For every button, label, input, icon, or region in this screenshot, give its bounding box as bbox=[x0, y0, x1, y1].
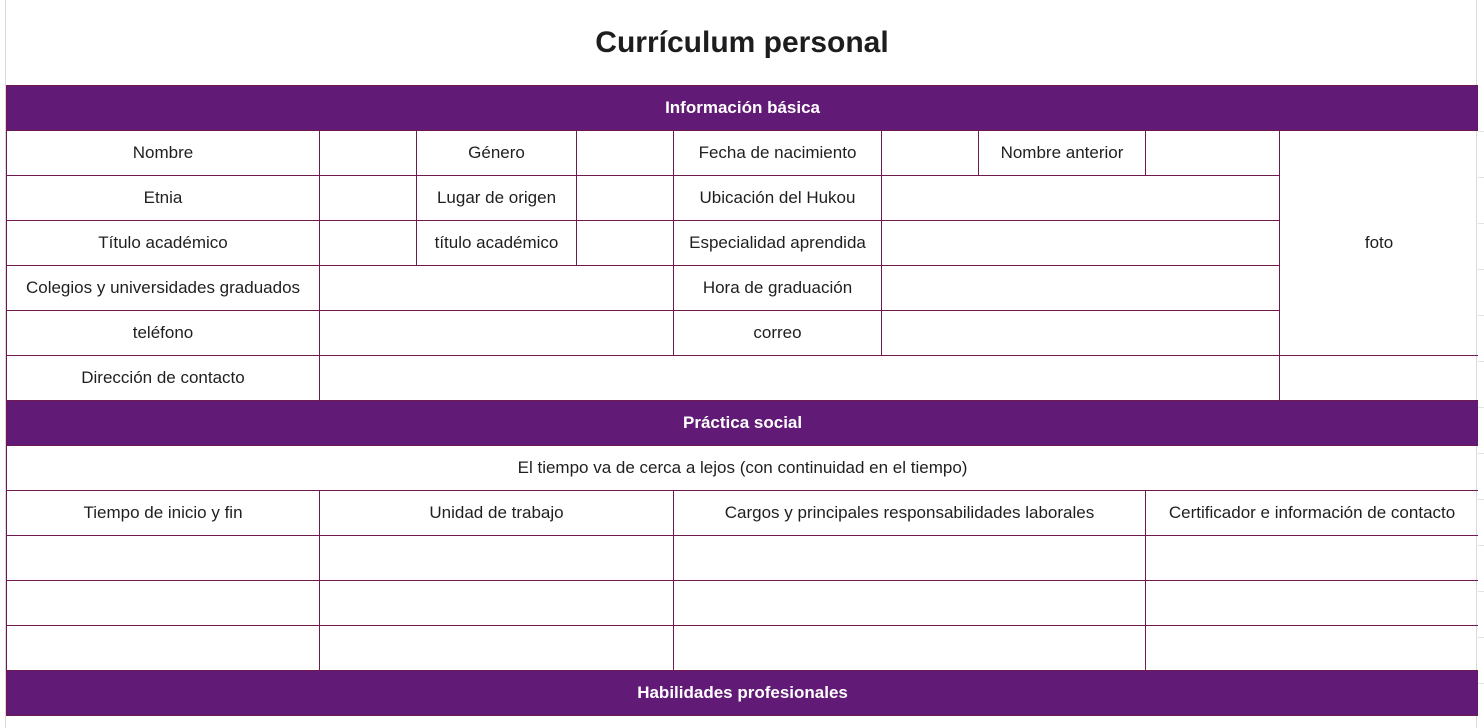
section-row-skills bbox=[7, 671, 1479, 716]
section-header-skills: Habilidades profesionales bbox=[7, 671, 1479, 716]
table-row bbox=[7, 221, 1479, 266]
column-header: Cargos y principales responsabilidades laborales bbox=[674, 491, 1146, 536]
ethnicity-value-cell[interactable] bbox=[320, 176, 417, 221]
birth-date-value-cell[interactable] bbox=[882, 131, 979, 176]
section-header-basic: Información básica bbox=[7, 86, 1479, 131]
resume-table bbox=[6, 85, 1479, 716]
gender-label: Género bbox=[417, 131, 577, 176]
section-header-practice: Práctica social bbox=[7, 401, 1479, 446]
gridline bbox=[1478, 499, 1484, 500]
gridline bbox=[1478, 315, 1484, 316]
gridline bbox=[1478, 361, 1484, 362]
photo-cell[interactable]: foto bbox=[1280, 131, 1479, 356]
gridline bbox=[1478, 591, 1484, 592]
practice-certifier-cell[interactable] bbox=[1146, 581, 1479, 626]
degree2-value-cell[interactable] bbox=[577, 221, 674, 266]
practice-certifier-cell[interactable] bbox=[1146, 536, 1479, 581]
table-row bbox=[7, 581, 1479, 626]
major-value-cell[interactable] bbox=[882, 221, 1280, 266]
page-title: Currículum personal bbox=[595, 25, 889, 59]
practice-unit-cell[interactable] bbox=[320, 581, 674, 626]
practice-time-cell[interactable] bbox=[7, 626, 320, 671]
gridline bbox=[1478, 407, 1484, 408]
column-header: Unidad de trabajo bbox=[320, 491, 674, 536]
hukou-label: Ubicación del Hukou bbox=[674, 176, 882, 221]
gridline bbox=[1478, 453, 1484, 454]
gender-value-cell[interactable] bbox=[577, 131, 674, 176]
table-row bbox=[7, 446, 1479, 491]
name-value-cell[interactable] bbox=[320, 131, 417, 176]
practice-note: El tiempo va de cerca a lejos (con continuidad en el tiempo) bbox=[7, 446, 1479, 491]
table-row bbox=[7, 491, 1479, 536]
school-value-cell[interactable] bbox=[320, 266, 674, 311]
email-label: correo bbox=[674, 311, 882, 356]
address-label: Dirección de contacto bbox=[7, 356, 320, 401]
section-row-practice bbox=[7, 401, 1479, 446]
practice-duties-cell[interactable] bbox=[674, 626, 1146, 671]
grad-time-label: Hora de graduación bbox=[674, 266, 882, 311]
gridline bbox=[1478, 269, 1484, 270]
gridline bbox=[1478, 177, 1484, 178]
gridline bbox=[1478, 223, 1484, 224]
gridline bbox=[1478, 131, 1484, 132]
gridline bbox=[1478, 545, 1484, 546]
practice-duties-cell[interactable] bbox=[674, 536, 1146, 581]
adjacent-column-edge bbox=[1478, 0, 1484, 728]
name-label: Nombre bbox=[7, 131, 320, 176]
table-row bbox=[7, 626, 1479, 671]
table-row bbox=[7, 266, 1479, 311]
birth-date-label: Fecha de nacimiento bbox=[674, 131, 882, 176]
origin-label: Lugar de origen bbox=[417, 176, 577, 221]
email-value-cell[interactable] bbox=[882, 311, 1280, 356]
practice-time-cell[interactable] bbox=[7, 536, 320, 581]
hukou-value-cell[interactable] bbox=[882, 176, 1280, 221]
phone-value-cell[interactable] bbox=[320, 311, 674, 356]
grad-time-value-cell[interactable] bbox=[882, 266, 1280, 311]
degree-value-cell[interactable] bbox=[320, 221, 417, 266]
photo-extra-cell[interactable] bbox=[1280, 356, 1479, 401]
table-row bbox=[7, 536, 1479, 581]
practice-unit-cell[interactable] bbox=[320, 536, 674, 581]
column-header: Tiempo de inicio y fin bbox=[7, 491, 320, 536]
practice-certifier-cell[interactable] bbox=[1146, 626, 1479, 671]
gridline bbox=[1478, 683, 1484, 684]
table-row bbox=[7, 356, 1479, 401]
table-row bbox=[7, 311, 1479, 356]
table-row bbox=[7, 176, 1479, 221]
phone-label: teléfono bbox=[7, 311, 320, 356]
degree-label: Título académico bbox=[7, 221, 320, 266]
school-label: Colegios y universidades graduados bbox=[7, 266, 320, 311]
address-value-cell[interactable] bbox=[320, 356, 1280, 401]
former-name-label: Nombre anterior bbox=[979, 131, 1146, 176]
table-row bbox=[7, 131, 1479, 176]
resume-sheet bbox=[5, 0, 1477, 728]
major-label: Especialidad aprendida bbox=[674, 221, 882, 266]
former-name-value-cell[interactable] bbox=[1146, 131, 1280, 176]
column-header: Certificador e información de contacto bbox=[1146, 491, 1479, 536]
degree2-label: título académico bbox=[417, 221, 577, 266]
section-row-basic bbox=[7, 86, 1479, 131]
gridline bbox=[1478, 637, 1484, 638]
practice-duties-cell[interactable] bbox=[674, 581, 1146, 626]
ethnicity-label: Etnia bbox=[7, 176, 320, 221]
practice-unit-cell[interactable] bbox=[320, 626, 674, 671]
practice-time-cell[interactable] bbox=[7, 581, 320, 626]
origin-value-cell[interactable] bbox=[577, 176, 674, 221]
